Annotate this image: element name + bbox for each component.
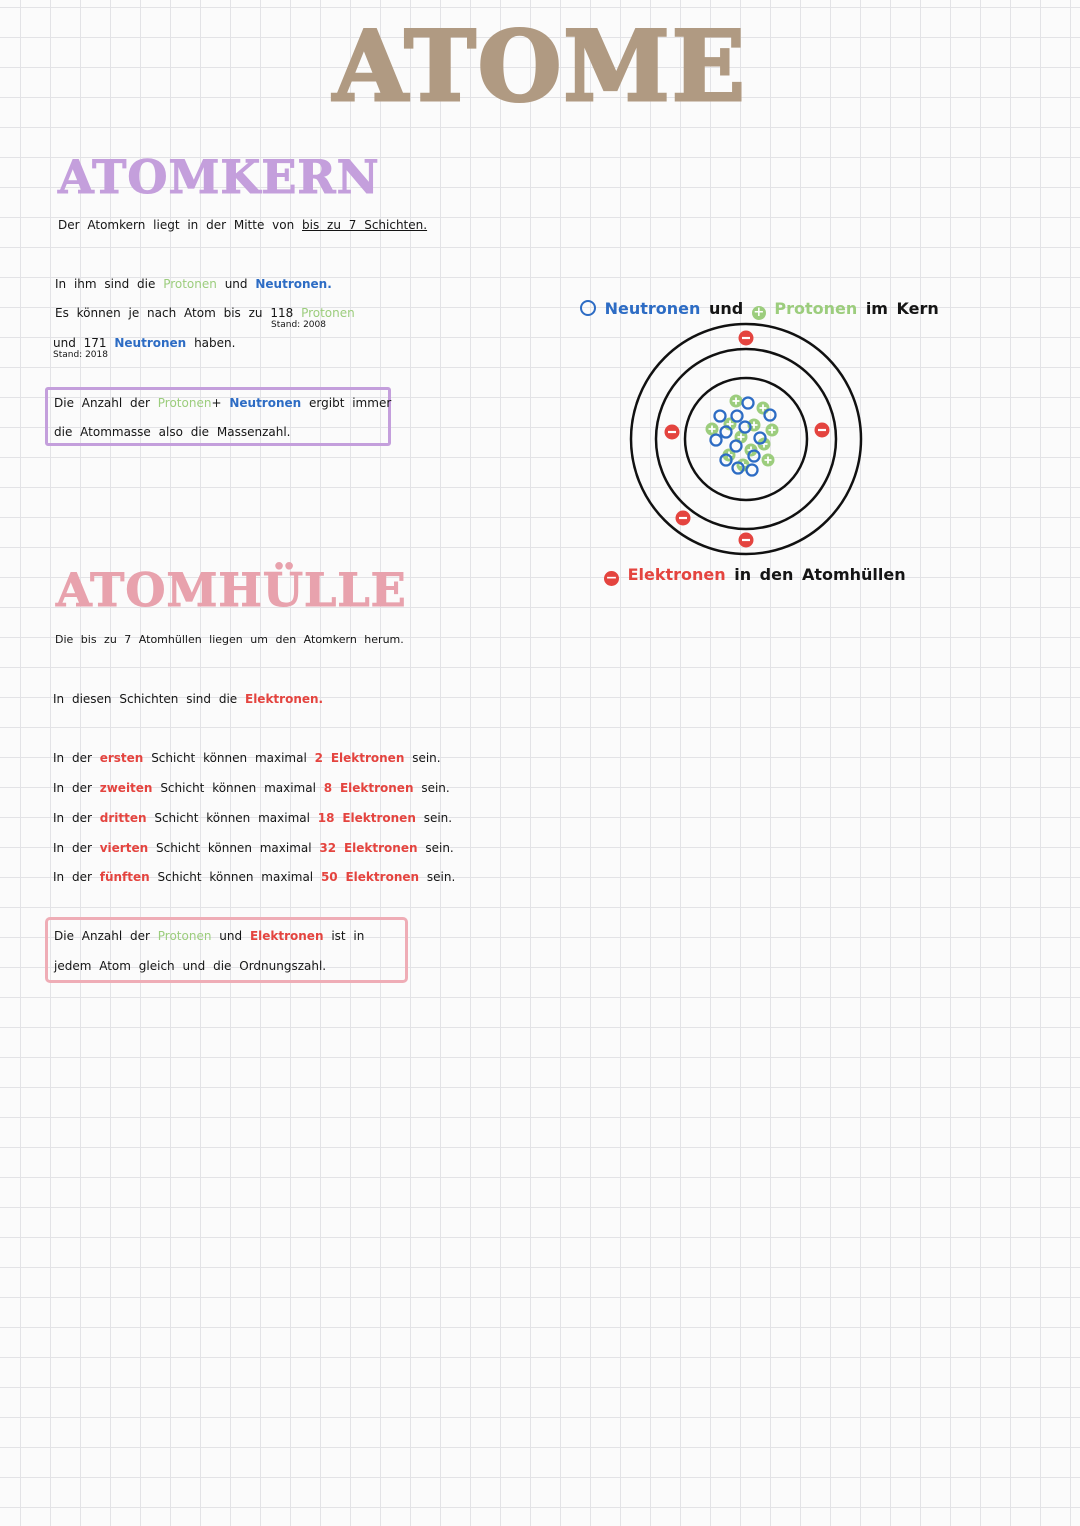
kern-line-1: Der Atomkern liegt in der Mitte von bis zu 7 Schichten. — [58, 218, 428, 232]
kern-line-2: In ihm sind die Protonen und Neutronen. — [55, 277, 332, 291]
massenzahl-line-1: Die Anzahl der Protonen+ Neutronen ergibt immer — [54, 396, 392, 410]
shell-rule-4: In der vierten Schicht können maximal 32 Elektronen sein. — [53, 841, 454, 855]
kern-note-neutrons: Stand: 2018 — [53, 350, 108, 360]
kern-line-4: und 171 Neutronen haben. — [53, 336, 236, 350]
shell-rule-5: In der fünften Schicht können maximal 50 Elektronen sein. — [53, 870, 456, 884]
neutron-icon — [747, 465, 758, 476]
neutron-icon — [711, 435, 722, 446]
proton-icon — [766, 424, 779, 437]
neutron-icon — [765, 410, 776, 421]
diagram-legend-shell: − Elektronen in den Atomhüllen — [605, 565, 906, 586]
electron-legend-icon: − — [605, 570, 618, 586]
neutron-icon — [732, 411, 743, 422]
huelle-line-2: In diesen Schichten sind die Elektronen. — [53, 692, 324, 706]
nucleus — [706, 395, 779, 476]
kern-note-protons: Stand: 2008 — [271, 320, 326, 330]
electron-icon — [676, 511, 691, 526]
shell-rule-2: In der zweiten Schicht können maximal 8 Elektronen sein. — [53, 781, 450, 795]
huelle-line-1: Die bis zu 7 Atomhüllen liegen um den Atomkern herum. — [55, 633, 404, 646]
electron-icon — [739, 331, 754, 346]
electron-icon — [815, 423, 830, 438]
atomkern-heading: ATOMKERN — [58, 150, 380, 204]
kern-line-3: Es können je nach Atom bis zu 118 Protonen — [55, 306, 355, 320]
atomhuelle-heading: ATOMHÜLLE — [56, 563, 407, 617]
neutron-icon — [715, 411, 726, 422]
proton-legend-icon: + — [753, 305, 765, 320]
proton-icon — [757, 402, 770, 415]
neutron-icon — [731, 441, 742, 452]
page-title: ATOME — [333, 10, 747, 123]
ordnungszahl-line-2: jedem Atom gleich und die Ordnungszahl. — [54, 959, 327, 973]
proton-icon — [730, 395, 743, 408]
ordnungszahl-line-1: Die Anzahl der Protonen und Elektronen ist in — [54, 929, 365, 943]
electron-icon — [739, 533, 754, 548]
massenzahl-line-2: die Atommasse also die Massenzahl. — [54, 425, 291, 439]
diagram-legend-nucleus: Neutronen und + Protonen im Kern — [580, 299, 939, 320]
electron-icon — [665, 425, 680, 440]
shell-rule-3: In der dritten Schicht können maximal 18 Elektronen sein. — [53, 811, 453, 825]
proton-icon — [762, 454, 775, 467]
neutron-icon — [743, 398, 754, 409]
shell-rule-1: In der ersten Schicht können maximal 2 Elektronen sein. — [53, 751, 441, 765]
